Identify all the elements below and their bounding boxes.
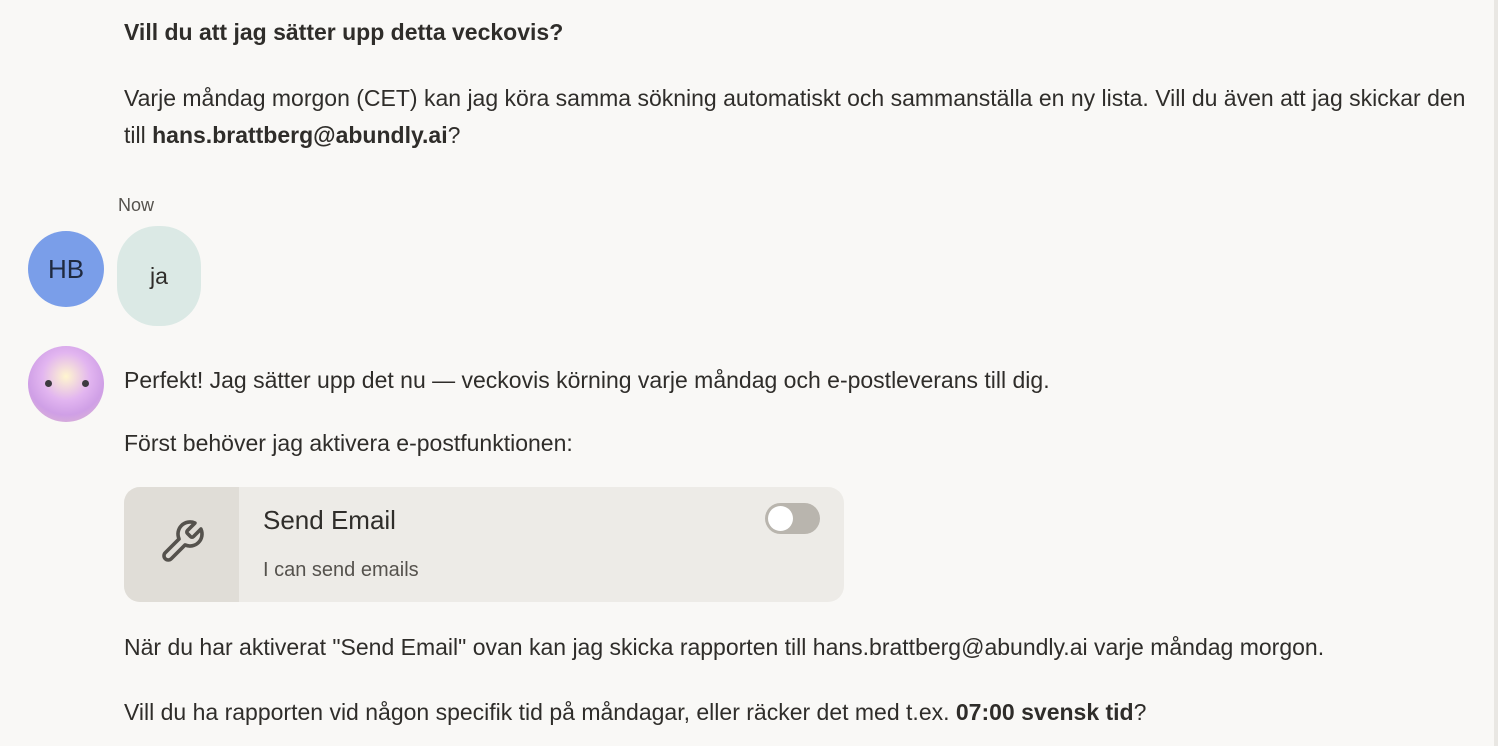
paragraph-text-end: ?	[1133, 699, 1147, 725]
tool-card-send-email	[124, 487, 844, 602]
paragraph-text: Vill du ha rapporten vid någon specifik tid på måndagar, eller räcker det med t.ex.	[124, 699, 956, 725]
message-heading: Vill du att jag sätter upp detta veckovis?	[124, 19, 564, 45]
toggle-knob	[768, 506, 793, 531]
paragraph-text: Varje måndag morgon (CET) kan jag köra samma sökning automatiskt och sammanställa en ny lista. Vill du även att jag skickar den till	[124, 85, 1466, 148]
scroll-edge	[1494, 0, 1498, 746]
send-email-toggle[interactable]	[765, 503, 820, 534]
wrench-icon	[158, 518, 206, 571]
user-avatar: HB	[28, 231, 104, 307]
time-suggestion: 07:00 svensk tid	[955, 699, 1134, 725]
message-timestamp: Now	[118, 195, 155, 215]
tool-name: Send Email	[263, 505, 396, 535]
message-paragraph	[124, 80, 1484, 154]
message-paragraph: När du har aktiverat "Send Email" ovan kan jag skicka rapporten till hans.brattberg@abundly.ai varje måndag morgon.	[124, 634, 1325, 660]
user-message-bubble: ja	[117, 226, 201, 326]
message-paragraph: Först behöver jag aktivera e-postfunktionen:	[124, 430, 573, 456]
message-paragraph: Perfekt! Jag sätter upp det nu — veckovis körning varje måndag och e-postleverans till dig.	[124, 367, 1050, 393]
assistant-avatar	[28, 346, 104, 422]
avatar-eye-left	[45, 380, 52, 387]
tool-description: I can send emails	[263, 559, 419, 581]
paragraph-text-end: ?	[447, 122, 461, 148]
message-paragraph	[124, 694, 1484, 731]
tool-icon-panel	[124, 487, 239, 602]
avatar-eye-right	[82, 380, 89, 387]
email-address: hans.brattberg@abundly.ai	[152, 122, 448, 148]
